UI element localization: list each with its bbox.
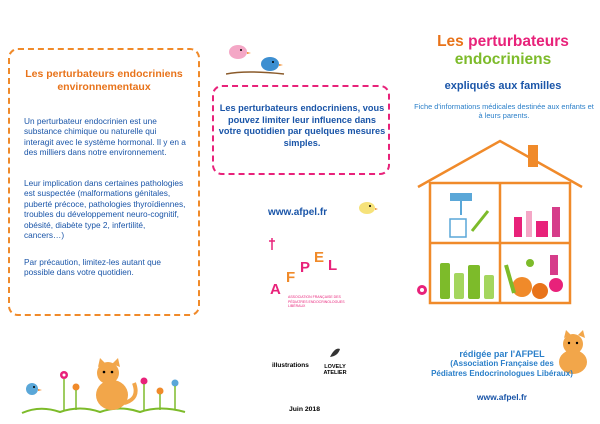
tip-text: Les perturbateurs endocriniens, vous pouvez limiter leur influence dans votre quotidien par quelques mesures simples. (218, 103, 386, 148)
bird-icon (26, 383, 42, 395)
illustrations-label: illustrations (272, 362, 309, 369)
cat-icon (96, 358, 136, 410)
leaf-icon (328, 347, 342, 359)
left-paragraph-precaution: Par précaution, limitez-les autant que possible dans votre quotidien. (24, 257, 161, 278)
bird-icon (355, 196, 379, 218)
svg-text:L: L (328, 257, 338, 274)
flower-icon (172, 380, 179, 411)
website-link-middle[interactable]: www.afpel.fr (268, 207, 328, 218)
bird-icon (261, 57, 283, 71)
paint-roller-icon (450, 193, 472, 215)
left-panel-title: Les perturbateurs endocriniens environnementaux (25, 68, 183, 93)
left-paragraph-pathologies: Leur implication dans certaines pathologies est suspectée (malformations génitales, puberté précoce, pathologies thyroïdiennes, troubles du développement neuro-cognitif, obésité, diabète type 2, infertilité, cancers…) (24, 178, 186, 241)
flower-icon (73, 384, 80, 411)
vegetables-icon (506, 255, 563, 299)
cover-title: Les perturbateurs endocriniens (437, 33, 569, 68)
publication-date: Juin 2018 (289, 406, 320, 413)
paint-bucket-icon (450, 219, 466, 237)
flower-icon (60, 371, 68, 410)
afpel-logo: A F P E L ASSOCIATION FRANÇAISE DES PÉDIATRES ENDOCRINOLOGUES LIBÉRAUX (270, 249, 345, 308)
svg-text:P: P (300, 259, 311, 276)
author-credit: rédigée par l'AFPEL (Association Française des Pédiatres Endocrinologues Libéraux) (431, 349, 573, 378)
cleaning-bottles-icon (440, 263, 494, 299)
cat-flowers-illustration (20, 355, 190, 415)
svg-text:E: E (314, 249, 325, 266)
cover-subtitle: expliqués aux familles (444, 80, 562, 92)
flower-icon (415, 283, 429, 297)
brush-icon (472, 211, 488, 231)
website-link-right[interactable]: www.afpel.fr (476, 392, 528, 402)
flower-icon (157, 388, 164, 411)
svg-text:F: F (286, 269, 296, 286)
left-paragraph-definition: Un perturbateur endocrinien est une substance chimique ou naturelle qui interagit avec le système hormonal. Il y en a des milliers dans notre environnement. (24, 116, 186, 158)
bird-icon (229, 45, 251, 59)
flower-icon (141, 378, 148, 411)
house-illustration (410, 135, 600, 320)
cosmetics-icon (514, 207, 560, 237)
lovely-atelier-logo: LOVELY ATELIER (320, 346, 350, 376)
cover-description: Fiche d'informations médicales destinée aux enfants et à leurs parents. (414, 102, 594, 120)
svg-text:A: A (270, 281, 281, 296)
birds-illustration (226, 40, 286, 80)
